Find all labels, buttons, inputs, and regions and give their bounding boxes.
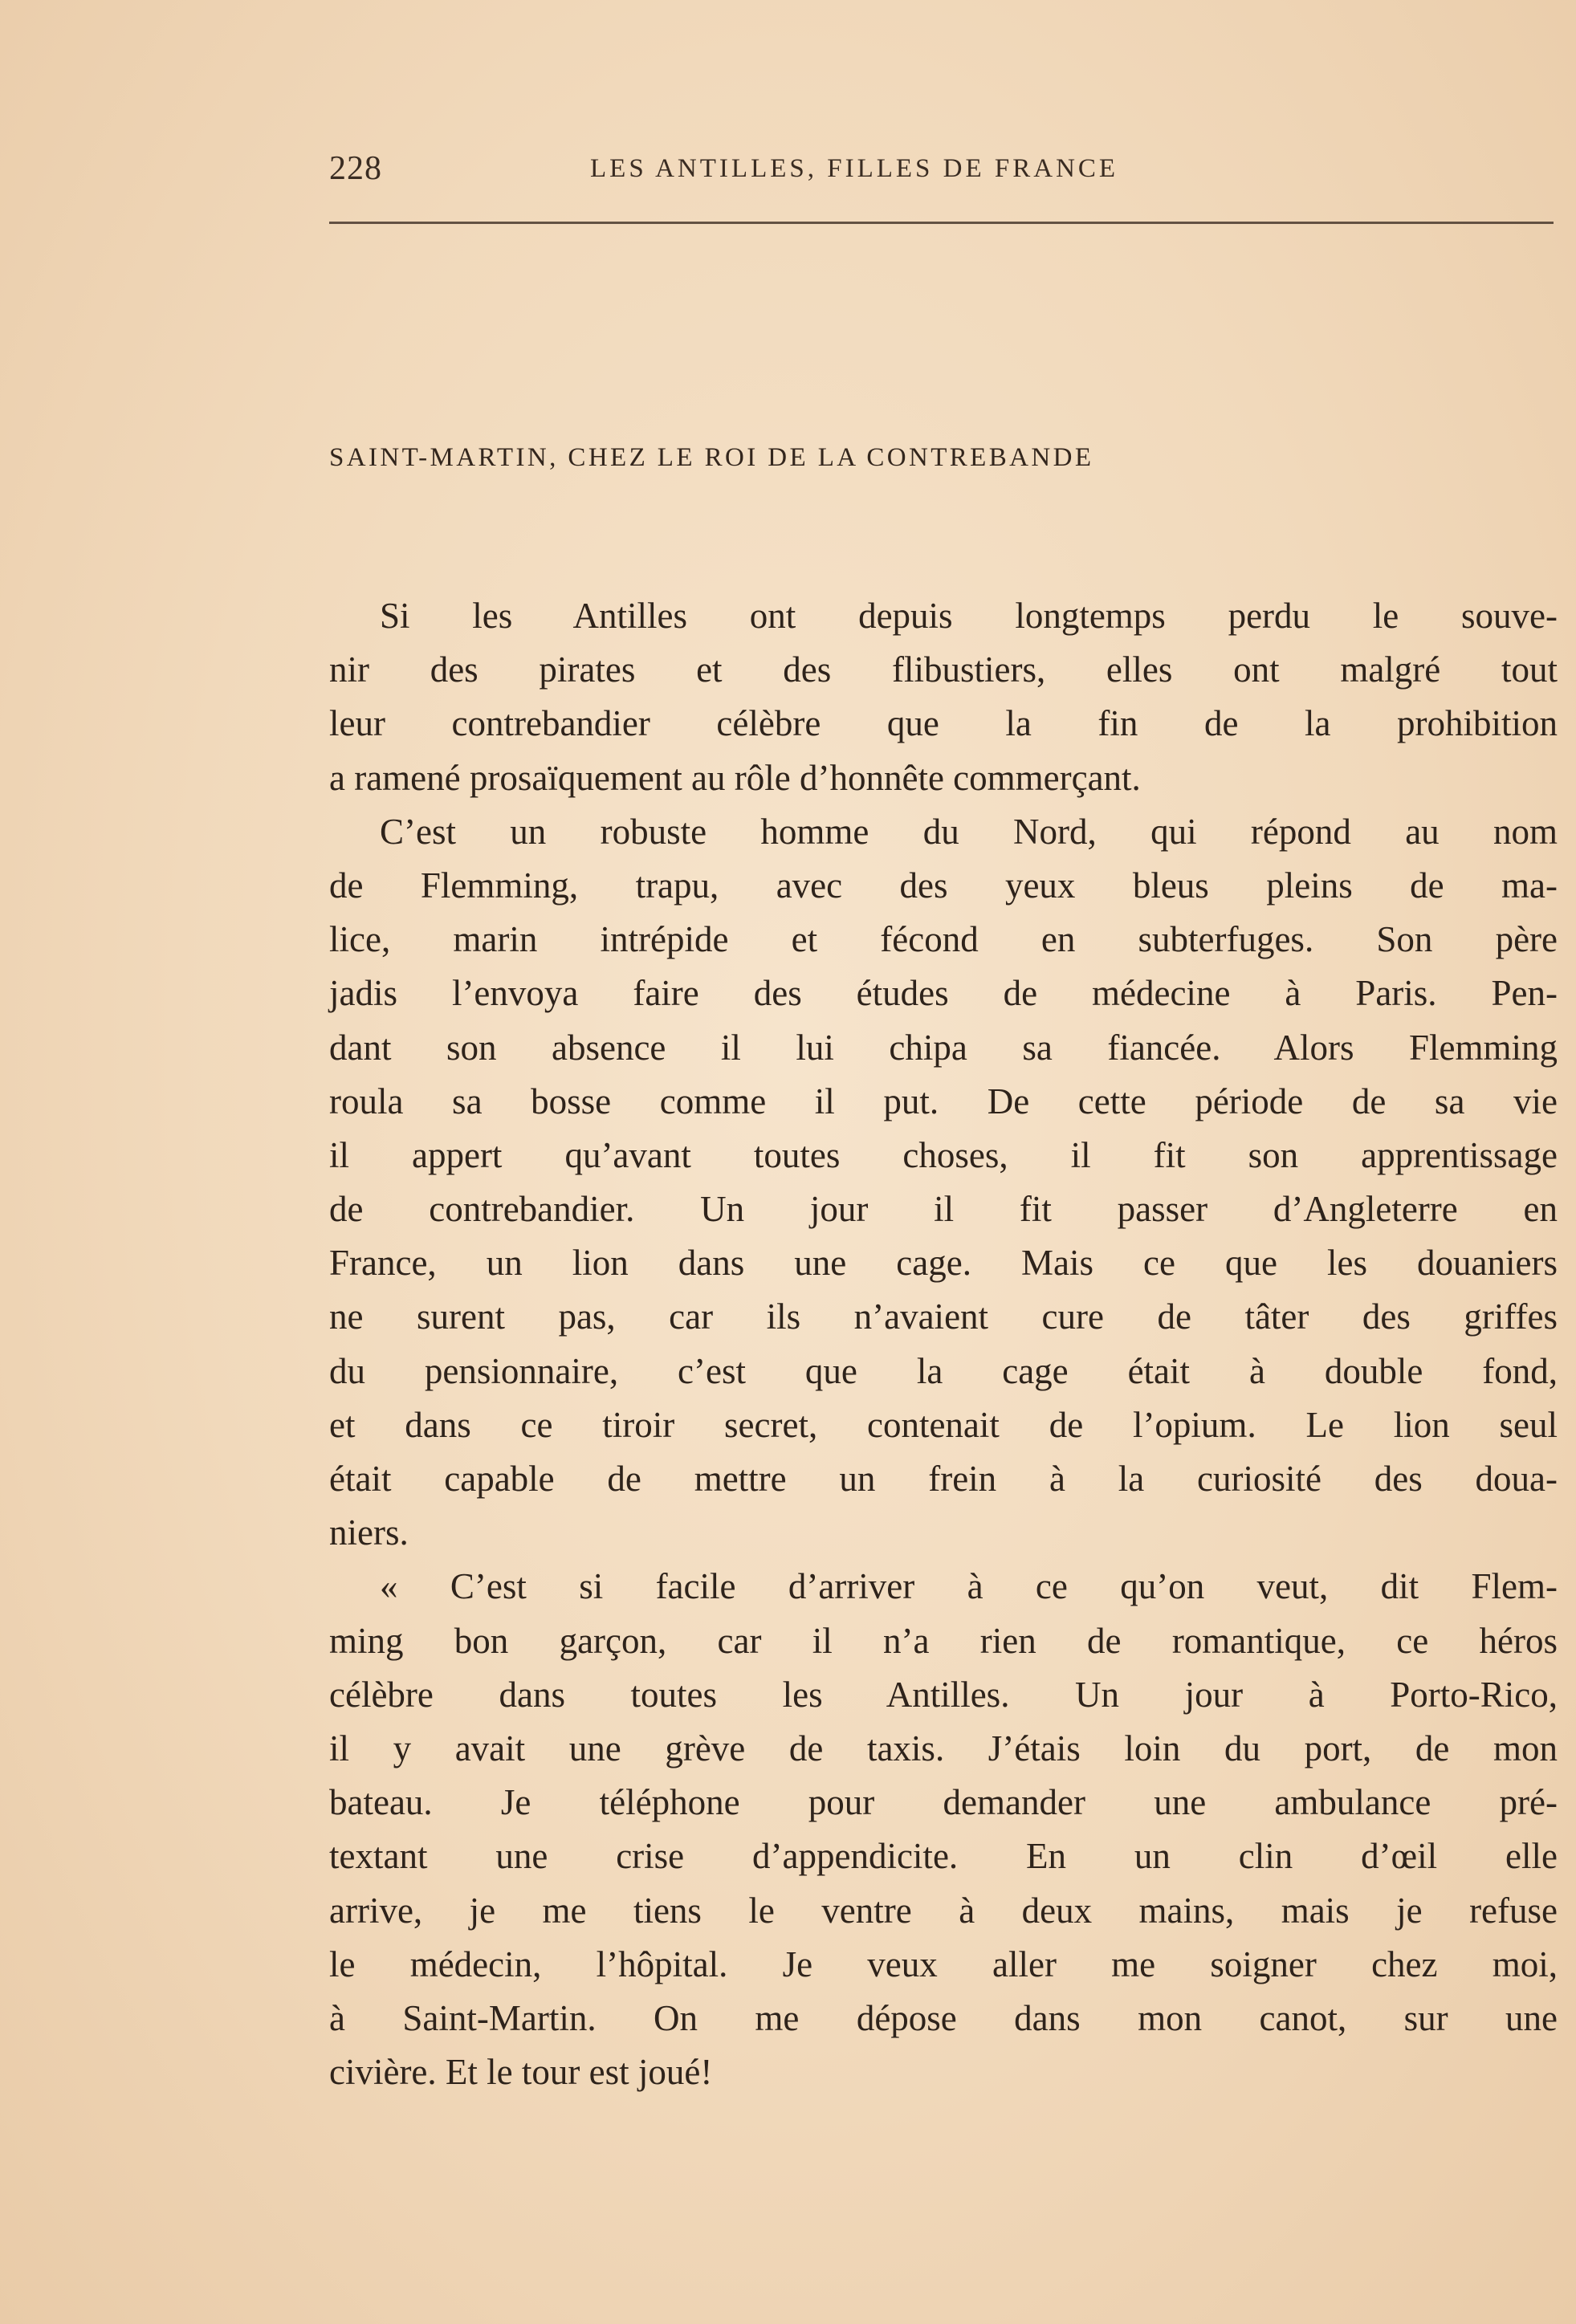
- text-line: ne surent pas, car ils n’avaient cure de tâter des griffes: [329, 1296, 1558, 1337]
- text-line: jadis l’envoya faire des études de médecine à Paris. Pen-: [329, 973, 1558, 1014]
- text-line: il y avait une grève de taxis. J’étais loin du port, de mon: [329, 1728, 1558, 1768]
- text-line: célèbre dans toutes les Antilles. Un jour à Porto-Rico,: [329, 1674, 1558, 1715]
- text-line: il appert qu’avant toutes choses, il fit son apprentissage: [329, 1134, 1558, 1175]
- text-line: le médecin, l’hôpital. Je veux aller me soigner chez moi,: [329, 1943, 1558, 1984]
- text-line: de Flemming, trapu, avec des yeux bleus pleins de ma-: [329, 865, 1558, 906]
- text-line: France, un lion dans une cage. Mais ce que les douaniers: [329, 1243, 1558, 1284]
- text-line: niers.: [329, 1512, 409, 1553]
- text-line: et dans ce tiroir secret, contenait de l’opium. Le lion seul: [329, 1404, 1558, 1445]
- body-text: [329, 589, 1558, 2099]
- running-title: LES ANTILLES, FILLES DE FRANCE: [590, 154, 1119, 183]
- text-line: bateau. Je téléphone pour demander une ambulance pré-: [329, 1782, 1558, 1823]
- text-line: civière. Et le tour est joué!: [329, 2052, 713, 2093]
- text-line: « C’est si facile d’arriver à ce qu’on veut, dit Flem-: [380, 1566, 1558, 1607]
- text-line: Si les Antilles ont depuis longtemps perdu le souve-: [380, 596, 1558, 636]
- text-line: leur contrebandier célèbre que la fin de la prohibition: [329, 703, 1558, 744]
- text-line: roula sa bosse comme il put. De cette période de sa vie: [329, 1081, 1558, 1121]
- text-line: arrive, je me tiens le ventre à deux mains, mais je refuse: [329, 1890, 1558, 1931]
- page-number: 228: [329, 150, 382, 187]
- header-rule: [329, 222, 1554, 224]
- text-line: a ramené prosaïquement au rôle d’honnête commerçant.: [329, 757, 1141, 798]
- chapter-title: SAINT-MARTIN, CHEZ LE ROI DE LA CONTREBANDE: [329, 443, 1094, 472]
- text-line: à Saint-Martin. On me dépose dans mon canot, sur une: [329, 1997, 1558, 2038]
- text-line: dant son absence il lui chipa sa fiancée. Alors Flemming: [329, 1027, 1558, 1068]
- text-line: nir des pirates et des flibustiers, elles ont malgré tout: [329, 649, 1558, 690]
- text-line: textant une crise d’appendicite. En un clin d’œil elle: [329, 1836, 1558, 1877]
- text-line: C’est un robuste homme du Nord, qui répond au nom: [380, 811, 1558, 852]
- running-head: [329, 149, 1554, 189]
- text-line: ming bon garçon, car il n’a rien de romantique, ce héros: [329, 1620, 1558, 1661]
- text-line: était capable de mettre un frein à la curiosité des doua-: [329, 1459, 1558, 1499]
- text-line: de contrebandier. Un jour il fit passer d’Angleterre en: [329, 1189, 1558, 1230]
- text-line: du pensionnaire, c’est que la cage était à double fond,: [329, 1350, 1558, 1391]
- text-line: lice, marin intrépide et fécond en subterfuges. Son père: [329, 919, 1558, 960]
